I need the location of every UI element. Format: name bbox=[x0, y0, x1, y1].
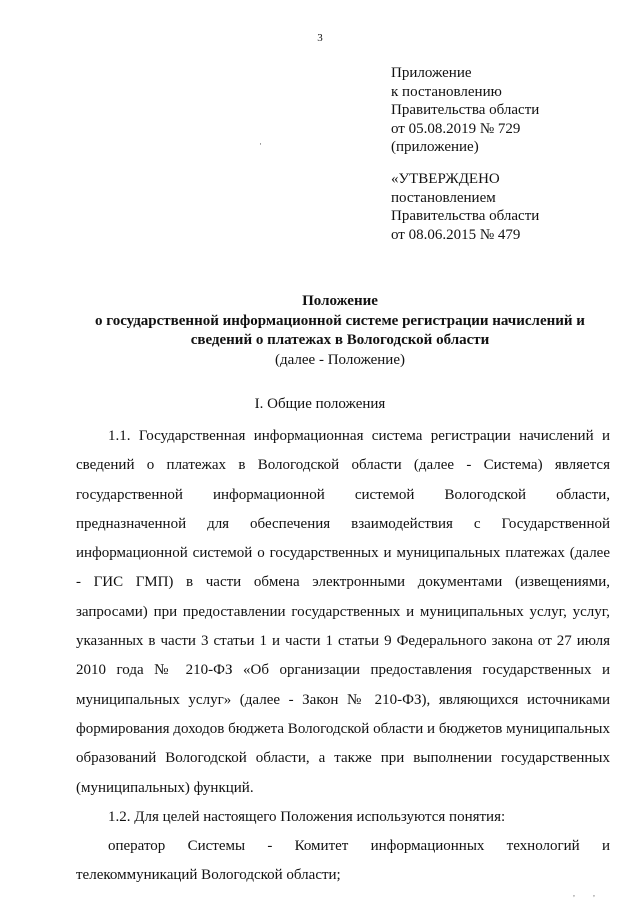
attachment-line: Правительства области bbox=[391, 102, 540, 118]
title-line: о государственной информационной системе регистрации начислений и bbox=[95, 312, 585, 329]
attachment-line: от 05.08.2019 № 729 bbox=[391, 120, 521, 137]
paragraph: оператор Системы - Комитет информационных технологий и телекоммуникаций Вологодской области; bbox=[76, 838, 610, 884]
approval-line: постановлением bbox=[391, 189, 496, 206]
section-heading: I. Общие положения bbox=[254, 396, 386, 412]
title-line: Положение bbox=[302, 293, 378, 309]
title-line: сведений о платежах в Вологодской области bbox=[190, 332, 490, 348]
approval-line: от 08.06.2015 № 479 bbox=[391, 226, 521, 243]
attachment-block bbox=[391, 64, 631, 157]
page-number: 3 bbox=[317, 32, 323, 44]
attachment-line: (приложение) bbox=[391, 139, 479, 155]
approval-block bbox=[391, 170, 631, 244]
body-text bbox=[76, 422, 610, 891]
attachment-line: к постановлению bbox=[391, 83, 502, 100]
scan-speck: · bbox=[259, 139, 262, 149]
approval-line: Правительства области bbox=[391, 208, 540, 224]
approval-line: «УТВЕРЖДЕНО bbox=[391, 171, 500, 187]
attachment-line: Приложение bbox=[391, 65, 472, 81]
title-subline: (далее - Положение) bbox=[275, 351, 405, 368]
paragraph: 1.1. Государственная информационная система регистрации начислений и сведений о платежах в Вологодской области (далее - Система) является государственной информационной системой Вологодской области, предназначенной для обеспечения взаимодействия с Государственной информационной системой о государственных и муниципальных платежах (далее - ГИС ГМП) в части обмена электронными документами (извещениями, запросами) при предоставлении государственных и муниципальных услуг, услуг, указанных в части 3 статьи 1 и части 1 статьи 9 Федерального закона от 27 июля 2010 года № 210-ФЗ «Об организации предоставления государственных и муниципальных услуг» (далее - Закон № 210-ФЗ), являющихся источниками формирования доходов бюджета Вологодской области и бюджетов муниципальных образований Вологодской области, а также при выполнении государственных (муниципальных) функций. bbox=[76, 428, 610, 796]
paragraph: 1.2. Для целей настоящего Положения используются понятия: bbox=[108, 808, 506, 825]
corner-mark: , , bbox=[573, 889, 603, 898]
document-title bbox=[40, 292, 640, 370]
